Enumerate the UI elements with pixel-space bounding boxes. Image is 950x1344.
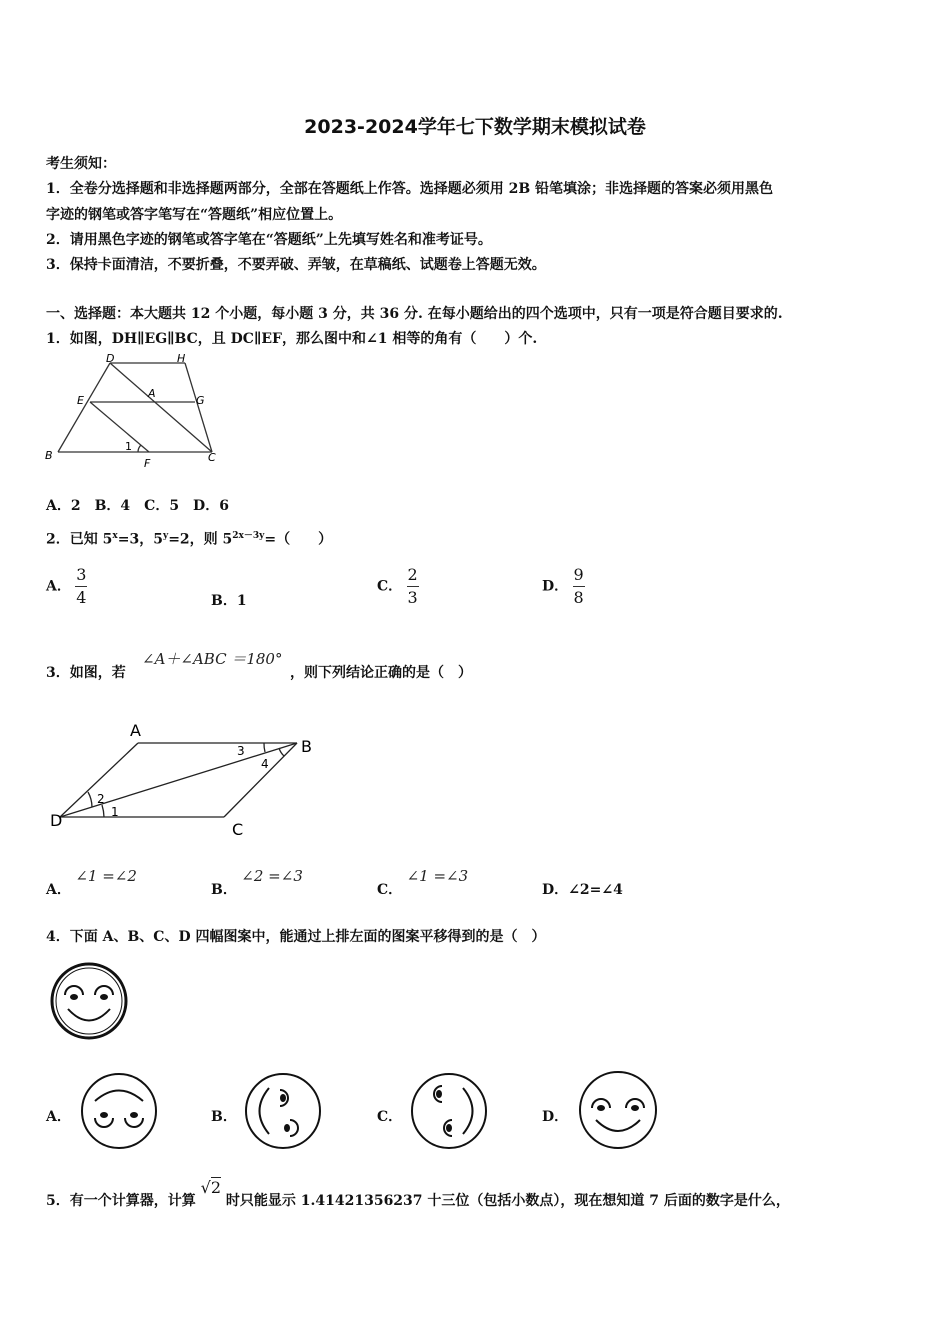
line-hc [185, 363, 212, 452]
q3-option-c: C． ∠1 =∠3 [377, 867, 469, 898]
line-bd [58, 363, 110, 452]
q4-option-b-label: B． [211, 1109, 237, 1125]
smiley-option-a [78, 1070, 160, 1152]
q1-stem: 1．如图，DH∥EG∥BC，且 DC∥EF，那么图中和∠1 相等的角有（ ）个. [46, 331, 538, 347]
label-E: E [77, 394, 84, 407]
q2-option-d: D． $\frac{9}{8}$ [542, 565, 584, 607]
line-db [60, 743, 297, 817]
angle-1-arc [102, 805, 104, 817]
section-heading: 一、选择题：本大题共 12 个小题，每小题 3 分，共 36 分. 在每小题给出的四个选项中，只有一项是符合题目要求的. [46, 306, 783, 322]
label-D: D [106, 352, 115, 365]
line-ef [90, 402, 149, 452]
page-title: 2023-2024学年七下数学期末模拟试卷 [304, 116, 646, 138]
label-2: 2 [97, 792, 105, 806]
label-A: A [130, 721, 141, 740]
label-G: G [196, 394, 205, 407]
angle-2-arc [88, 792, 92, 807]
q4-option-c-label: C． [377, 1109, 403, 1125]
q3-stem-end: ，则下列结论正确的是（ ） [290, 665, 472, 681]
label-C: C [232, 820, 244, 839]
q2-option-b: B．1 [211, 593, 247, 609]
q1-options: A．2 B．4 C．5 D．6 [46, 498, 229, 514]
label-1: 1 [111, 805, 119, 819]
sqrt-expression: √2 [200, 1178, 222, 1197]
q4-stem: 4．下面 A、B、C、D 四幅图案中，能通过上排左面的图案平移得到的是（ ） [46, 929, 546, 945]
smiley-option-d [576, 1068, 660, 1152]
notice-item-1a: 1．全卷分选择题和非选择题两部分，全部在答题纸上作答。选择题必须用 2B 铅笔填涂；非选择题的答案必须用黑色 [46, 181, 774, 197]
q2-stem: 2．已知 $5^x=3$，$5^y=2$，则 $5^{2x-3y}=$（ ） [46, 531, 333, 548]
label-A: A [148, 387, 156, 400]
label-H: H [177, 352, 186, 365]
label-3: 3 [237, 744, 245, 758]
label-B: B [301, 737, 312, 756]
notice-heading: 考生须知： [46, 156, 116, 172]
q1-figure [40, 352, 230, 472]
q3-option-d: D．∠2=∠4 [542, 882, 623, 898]
angle-4-arc [279, 748, 284, 756]
q4-option-a-label: A． [46, 1109, 71, 1125]
q3-option-a: A． ∠1 =∠2 [46, 867, 137, 898]
label-1: 1 [125, 440, 132, 453]
smiley-original [48, 960, 130, 1042]
label-F: F [144, 457, 151, 470]
q4-option-d-label: D． [542, 1109, 569, 1125]
smiley-option-c [408, 1070, 490, 1152]
smiley-option-b [242, 1070, 324, 1152]
notice-item-2: 2．请用黑色字迹的钢笔或答字笔在“答题纸”上先填写姓名和准考证号。 [46, 232, 492, 248]
label-B: B [45, 449, 53, 462]
q2-option-c: C． $\frac{2}{3}$ [377, 565, 418, 607]
label-D: D [50, 811, 63, 830]
q5-stem: 5．有一个计算器，计算 √2 时只能显示 1.41421356237 十三位（包括小数点），现在想知道 7 后面的数字是什么， [46, 1178, 790, 1209]
q3-condition: ∠A＋∠ABC ＝180° [142, 650, 283, 668]
label-4: 4 [261, 757, 269, 771]
angle-3-arc [264, 743, 265, 752]
q3-figure [44, 712, 334, 842]
q3-stem: 3．如图，若 [46, 665, 126, 681]
q3-option-b: B． ∠2 =∠3 [211, 867, 303, 898]
label-C: C [208, 451, 216, 464]
notice-item-3: 3．保持卡面清洁，不要折叠，不要弄破、弄皱，在草稿纸、试题卷上答题无效。 [46, 257, 546, 273]
notice-item-1b: 字迹的钢笔或答字笔写在“答题纸”相应位置上。 [46, 207, 343, 223]
q2-option-a: A． $\frac{3}{4}$ [46, 565, 87, 607]
line-dc [110, 363, 212, 452]
angle-1-arc [138, 445, 141, 452]
